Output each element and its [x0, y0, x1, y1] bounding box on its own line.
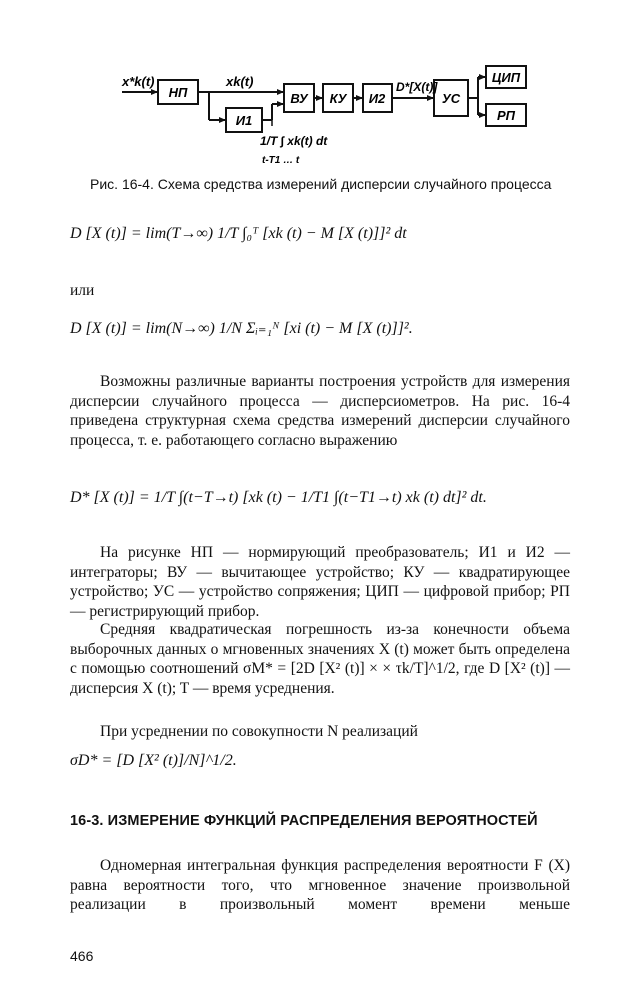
paragraph-distribution: Одномерная интегральная функция распределения вероятности F (X) равна вероятности того, что мгновенное значение произвольной реализации в произвольный момент времени меньше: [70, 857, 570, 914]
label-np: НП: [168, 85, 188, 100]
paragraph-ensemble: При усреднении по совокупности N реализаций: [100, 723, 418, 740]
label-i2: И2: [368, 91, 386, 106]
figure-caption: Рис. 16-4. Схема средства измерений дисперсии случайного процесса: [90, 176, 552, 192]
formula-measured-variance: D* [X (t)] = 1/T ∫(t−T→t) [xk (t) − 1/T1 ∫(t−T1→t) xk (t) dt]² dt.: [70, 489, 487, 506]
output-signal-label: D*[X(t)]: [396, 80, 438, 94]
label-ku: КУ: [329, 91, 347, 106]
word-or: или: [70, 282, 95, 299]
paragraph-error: Средняя квадратическая погрешность из-за конечности объема выборочных данных о мгновенных значениях X (t) может быть определена с помощью соотношений σM* = [2D [X² (t)] × × τk/T]^1/2, где D [X² (t)] — дисперсия X (t); T — время усреднения.: [70, 621, 570, 698]
label-i1: И1: [235, 113, 253, 128]
formula-variance-ensemble: D [X (t)] = lim(N→∞) 1/N Σᵢ₌₁ᴺ [xi (t) − M [X (t)]]².: [70, 320, 413, 337]
signal-label: xk(t): [226, 74, 254, 89]
formula-variance-time: D [X (t)] = lim(T→∞) 1/T ∫₀ᵀ [xk (t) − M [X (t)]]² dt: [70, 225, 407, 242]
label-vu: ВУ: [290, 91, 308, 106]
paragraph-variants: Возможны различные варианты построения устройств для измерения дисперсии случайного процесса — дисперсиометров. На рис. 16-4 приведена структурная схема средства измерений дисперсии случайного процесса, т. е. работающего согласно выражению: [70, 373, 570, 450]
label-tsip: ЦИП: [491, 70, 521, 85]
section-heading: 16-3. ИЗМЕРЕНИЕ ФУНКЦИЙ РАСПРЕДЕЛЕНИЯ ВЕРОЯТНОСТЕЙ: [70, 813, 538, 829]
paragraph-legend: На рисунке НП — нормирующий преобразователь; И1 и И2 — интеграторы; ВУ — вычитающее устройство; КУ — квадратирующее устройство; УС — устройство сопряжения; ЦИП — цифровой прибор; РП — регистрирующий прибор.: [70, 544, 570, 621]
label-rp: РП: [496, 108, 516, 123]
integral-label: 1/T ∫ xk(t) dt: [260, 134, 328, 148]
integral-limits: t-T1 … t: [262, 155, 300, 166]
block-diagram: [0, 0, 638, 172]
input-signal-label: x*k(t): [122, 74, 155, 89]
label-us: УС: [441, 91, 461, 106]
page-number: 466: [70, 948, 94, 964]
formula-ensemble-error: σD* = [D [X² (t)]/N]^1/2.: [70, 752, 237, 769]
